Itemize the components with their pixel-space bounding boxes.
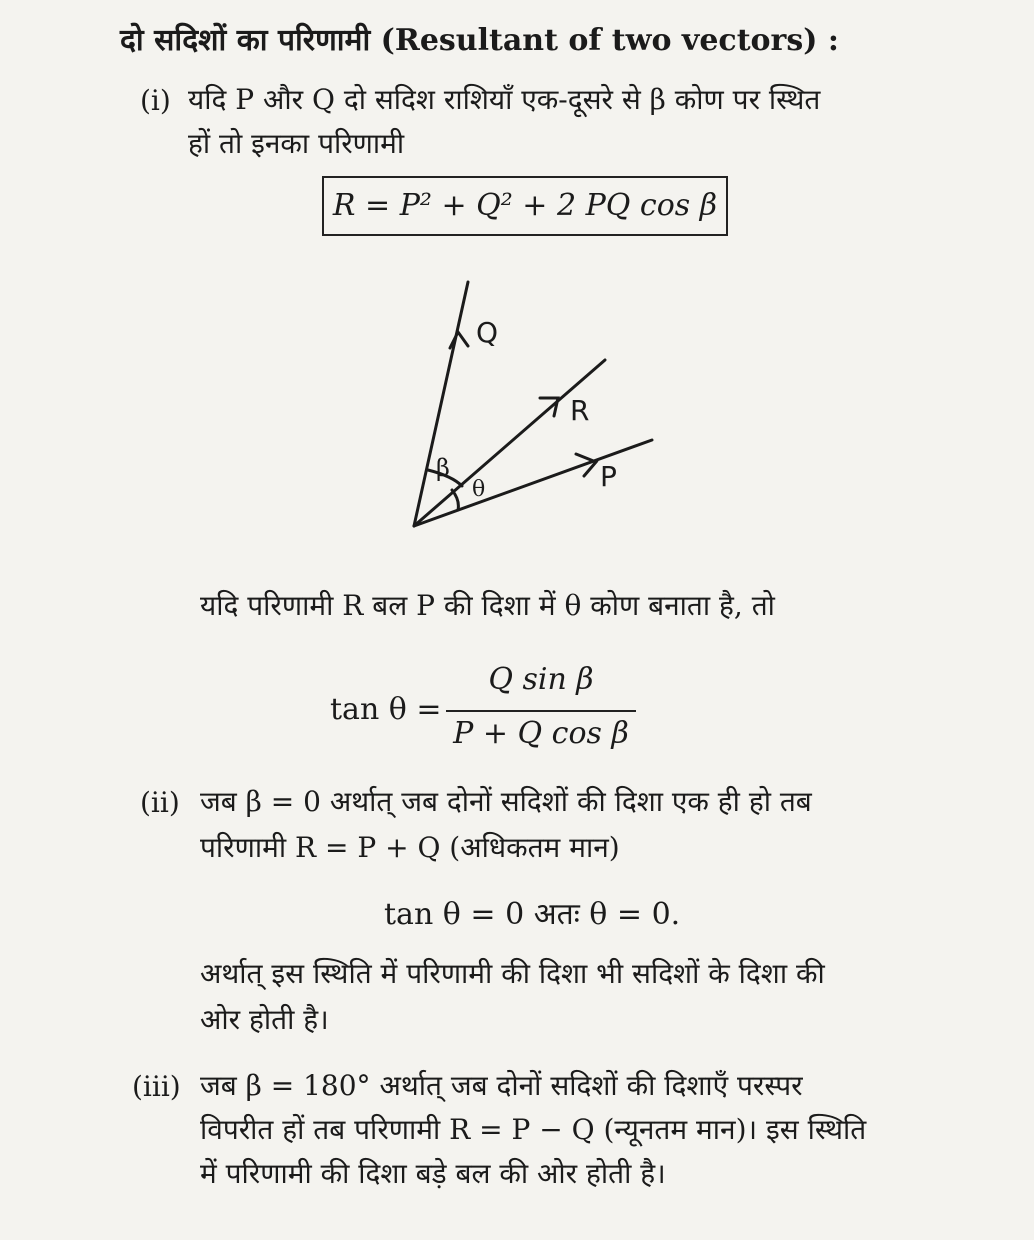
fraction-bar (446, 710, 636, 712)
tan-numerator: Q sin β (488, 662, 594, 697)
page-title: दो सदिशों का परिणामी (Resultant of two vectors) : (120, 23, 839, 58)
vector-q-arrowhead (450, 332, 468, 348)
label-p: P (600, 460, 617, 493)
section-ii-equation: tan θ = 0 अतः θ = 0. (384, 897, 681, 932)
tan-denominator: P + Q cos β (453, 716, 629, 751)
section-ii-marker: (ii) (140, 786, 180, 819)
section-i-line-1: यदि P और Q दो सदिश राशियाँ एक-दूसरे से β कोण पर स्थित (188, 83, 821, 116)
section-iii-line-2: विपरीत हों तब परिणामी R = P − Q (न्यूनतम मान)। इस स्थिति (200, 1113, 867, 1146)
section-ii-line-1: जब β = 0 अर्थात् जब दोनों सदिशों की दिशा एक ही हो तब (200, 785, 812, 818)
tan-theta-lhs: tan θ = (330, 692, 442, 727)
vector-diagram (380, 270, 680, 540)
label-r: R (570, 394, 590, 427)
label-beta: β (436, 454, 450, 482)
vector-q-line (414, 282, 468, 526)
section-ii-line-2: परिणामी R = P + Q (अधिकतम मान) (200, 831, 620, 864)
section-iii-marker: (iii) (132, 1070, 181, 1103)
angle-statement: यदि परिणामी R बल P की दिशा में θ कोण बनाता है, तो (200, 589, 775, 622)
section-i-marker: (i) (140, 84, 171, 117)
vector-r-line (414, 360, 605, 526)
resultant-formula-box: R = P² + Q² + 2 PQ cos β (322, 176, 728, 236)
section-i-line-2: हों तो इनका परिणामी (188, 127, 405, 160)
label-q: Q (476, 316, 499, 349)
section-ii-note-1: अर्थात् इस स्थिति में परिणामी की दिशा भी सदिशों के दिशा की (200, 957, 825, 990)
label-theta: θ (472, 477, 486, 502)
section-iii-line-1: जब β = 180° अर्थात् जब दोनों सदिशों की दिशाएँ परस्पर (200, 1069, 803, 1102)
section-iii-line-3: में परिणामी की दिशा बड़े बल की ओर होती है। (200, 1157, 666, 1190)
section-ii-note-2: ओर होती है। (200, 1003, 329, 1036)
theta-arc (452, 490, 458, 510)
